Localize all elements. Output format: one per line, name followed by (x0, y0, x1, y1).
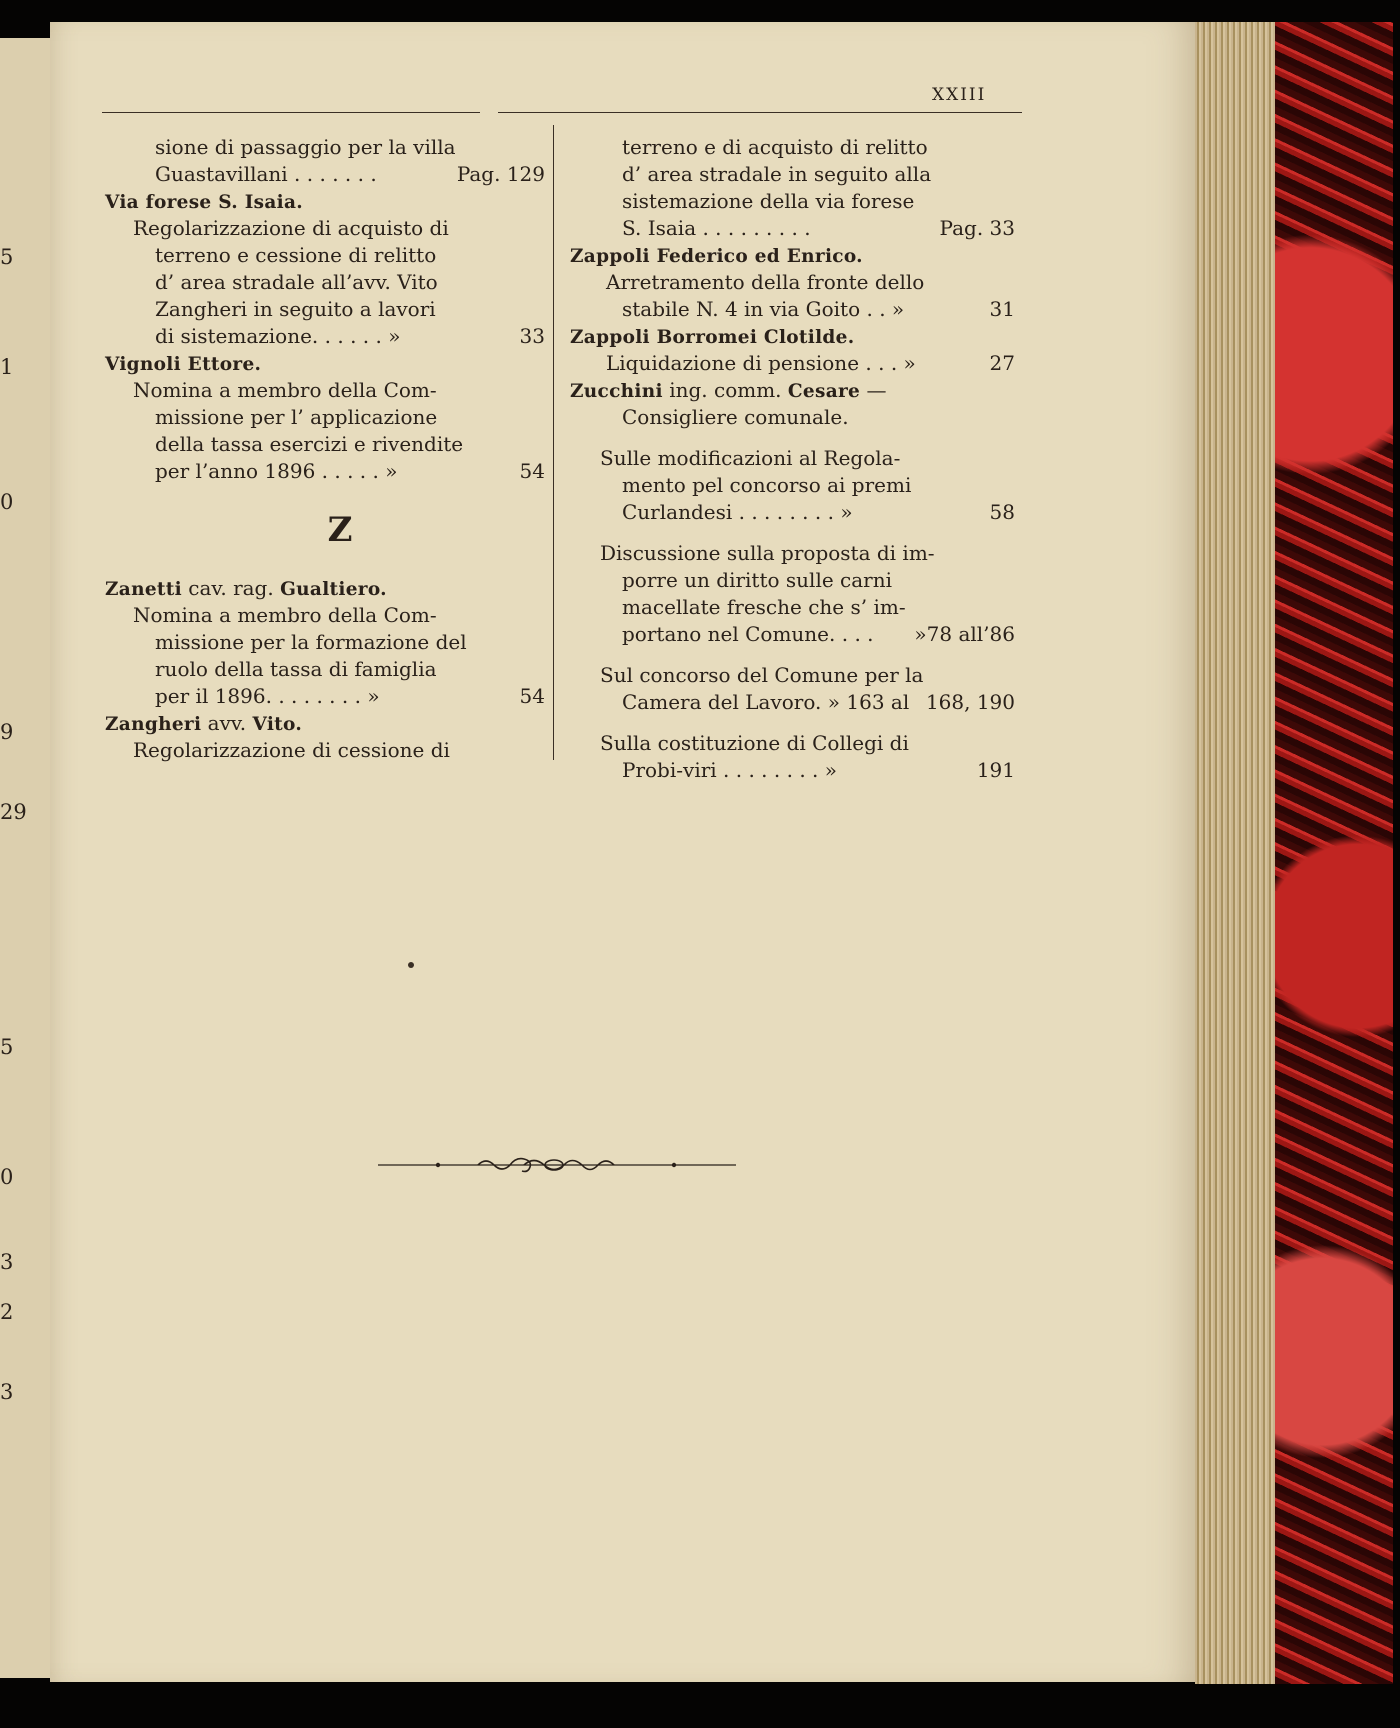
index-line (105, 377, 545, 404)
page-number: XXIII (932, 85, 987, 105)
entry-text: Guastavillani . . . . . . . (155, 162, 377, 186)
previous-page-number: 9 (0, 720, 14, 744)
previous-page-number: 5 (0, 1035, 14, 1059)
column-divider (553, 125, 554, 760)
index-line (570, 594, 1015, 621)
index-line (570, 662, 1015, 689)
entry-text: Sul concorso del Comune per la (600, 663, 924, 687)
entry-name: Zappoli Borromei Clotilde. (570, 327, 855, 348)
index-line (570, 621, 1015, 648)
entry-name: Cesare (787, 381, 861, 402)
page-reference: 33 (519, 324, 545, 348)
entry-name: Via forese S. Isaia. (105, 192, 304, 213)
index-line (105, 629, 545, 656)
entry-name: Gualtiero. (280, 579, 387, 600)
index-line (570, 540, 1015, 567)
index-line (570, 445, 1015, 472)
entry-text: Zangheri in seguito a lavori (155, 297, 436, 321)
entry-text: Regolarizzazione di acquisto di (133, 216, 449, 240)
ink-spot (408, 962, 414, 968)
index-line (570, 689, 1015, 716)
previous-page-number: 2 (0, 1300, 14, 1324)
previous-page-number: 3 (0, 1380, 14, 1404)
index-line (105, 269, 545, 296)
entry-text: terreno e di acquisto di relitto (622, 135, 928, 159)
entry-title: ing. comm. (669, 378, 782, 402)
page-reference: »78 all’86 (914, 622, 1015, 646)
index-line (570, 377, 1015, 404)
entry-text: Nomina a membro della Com- (133, 378, 437, 402)
entry-title: avv. (207, 711, 247, 735)
page-reference: Pag. 33 (939, 216, 1015, 240)
ornamental-divider (378, 1152, 736, 1178)
entry-name: Zanetti (105, 579, 182, 600)
previous-page-number: 1 (0, 355, 14, 379)
index-line (570, 757, 1015, 784)
entry-text: missione per l’ applicazione (155, 405, 438, 429)
marbled-cover (1275, 22, 1393, 1684)
index-line (570, 161, 1015, 188)
entry-text: Curlandesi . . . . . . . . » (622, 500, 853, 524)
entry-text: mento pel concorso ai premi (622, 473, 912, 497)
index-heading (570, 323, 1015, 350)
index-line (570, 567, 1015, 594)
entry-text: portano nel Comune. . . . (622, 622, 874, 646)
entry-name: Zucchini (570, 381, 663, 402)
entry-text: ruolo della tassa di famiglia (155, 657, 437, 681)
entry-text: sistemazione della via forese (622, 189, 915, 213)
index-line (570, 134, 1015, 161)
page-reference: 168, 190 (925, 690, 1015, 714)
entry-title: cav. rag. (188, 576, 274, 600)
entry-text: sione di passaggio per la villa (155, 135, 456, 159)
index-line (570, 404, 1015, 431)
entry-text: per l’anno 1896 . . . . . » (155, 459, 398, 483)
index-heading (570, 242, 1015, 269)
entry-text: d’ area stradale in seguito alla (622, 162, 932, 186)
index-line (570, 215, 1015, 242)
index-line (105, 134, 545, 161)
index-line (570, 188, 1015, 215)
previous-page-number: 5 (0, 245, 14, 269)
index-line (105, 404, 545, 431)
entry-text: Sulle modificazioni al Regola- (600, 446, 901, 470)
entry-text: di sistemazione. . . . . . » (155, 324, 401, 348)
index-column-left (105, 134, 545, 764)
entry-text: Liquidazione di pensione . . . » (606, 351, 916, 375)
index-column-right (570, 134, 1015, 784)
entry-text: d’ area stradale all’avv. Vito (155, 270, 438, 294)
index-line (105, 602, 545, 629)
previous-page-number: 0 (0, 490, 14, 514)
index-line (570, 350, 1015, 377)
entry-text: porre un diritto sulle carni (622, 568, 892, 592)
entry-text: S. Isaia . . . . . . . . . (622, 216, 811, 240)
previous-page-edge (0, 38, 56, 1678)
entry-text: terreno e cessione di relitto (155, 243, 437, 267)
entry-text: Consigliere comunale. (622, 405, 849, 429)
index-line (570, 472, 1015, 499)
index-heading (105, 350, 545, 377)
previous-page-number: 3 (0, 1250, 14, 1274)
entry-name: Vito. (252, 714, 303, 735)
entry-text: missione per la formazione del (155, 630, 467, 654)
entry-name: Zappoli Federico ed Enrico. (570, 246, 863, 267)
entry-text: per il 1896. . . . . . . . » (155, 684, 380, 708)
header-rule-right (498, 112, 1022, 113)
index-line (570, 296, 1015, 323)
previous-page-number: 29 (0, 800, 27, 824)
entry-name: Zangheri (105, 714, 202, 735)
entry-text: Discussione sulla proposta di im- (600, 541, 935, 565)
page-reference: 54 (519, 459, 545, 483)
header-rule-left (102, 112, 480, 113)
entry-text: macellate fresche che s’ im- (622, 595, 906, 619)
index-line (570, 269, 1015, 296)
entry-text: Nomina a membro della Com- (133, 603, 437, 627)
entry-text: Probi-viri . . . . . . . . » (622, 758, 837, 782)
index-line (570, 730, 1015, 757)
index-line (570, 499, 1015, 526)
index-line (105, 656, 545, 683)
index-line (105, 215, 545, 242)
index-line (105, 296, 545, 323)
entry-name: Vignoli Ettore. (105, 354, 262, 375)
previous-page-number: 0 (0, 1165, 14, 1189)
page-reference: 191 (976, 758, 1015, 782)
section-letter: Z (327, 510, 353, 550)
page-reference: 58 (989, 500, 1015, 524)
page-edges (1195, 22, 1275, 1684)
entry-text: Camera del Lavoro. » 163 al (622, 690, 910, 714)
index-line (105, 575, 545, 602)
entry-text: Regolarizzazione di cessione di (133, 738, 450, 762)
index-line (105, 710, 545, 737)
page-reference: Pag. 129 (456, 162, 545, 186)
entry-dash: — (866, 378, 887, 402)
entry-text: Sulla costituzione di Collegi di (600, 731, 909, 755)
entry-text: della tassa esercizi e rivendite (155, 432, 464, 456)
entry-text: Arretramento della fronte dello (606, 270, 925, 294)
index-line (105, 323, 545, 350)
entry-text: stabile N. 4 in via Goito . . » (622, 297, 905, 321)
page-reference: 54 (519, 684, 545, 708)
page-reference: 27 (989, 351, 1015, 375)
index-line (105, 737, 545, 764)
index-line (105, 431, 545, 458)
page-reference: 31 (989, 297, 1015, 321)
index-line (105, 458, 545, 485)
index-line (105, 242, 545, 269)
index-heading (105, 188, 545, 215)
index-line (105, 161, 545, 188)
index-line (105, 683, 545, 710)
